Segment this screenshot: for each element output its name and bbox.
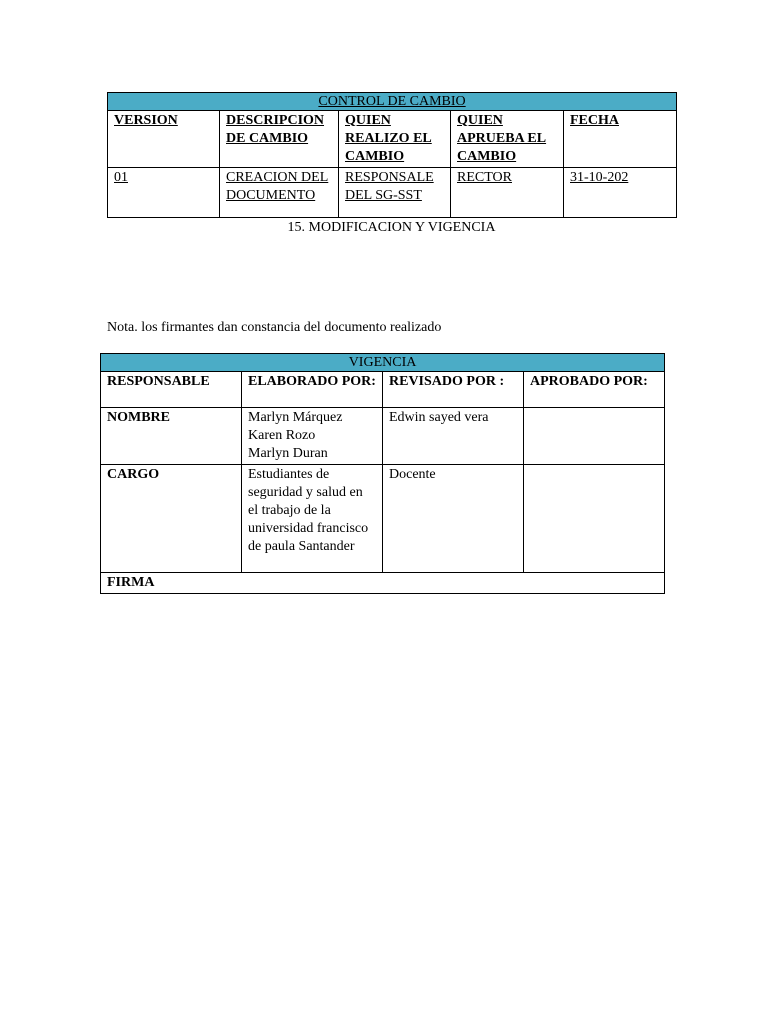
header-responsable: RESPONSABLE: [101, 372, 242, 408]
row-label-firma: FIRMA: [101, 573, 665, 594]
header-aprobado: APROBADO POR:: [524, 372, 665, 408]
elaborado-name-3: Marlyn Duran: [248, 446, 328, 461]
elaborado-name-1: Marlyn Márquez: [248, 410, 343, 425]
cell-cargo-revisado: Docente: [383, 465, 524, 573]
cell-version: 01: [108, 168, 220, 218]
cell-cargo-aprobado: [524, 465, 665, 573]
vigencia-title: VIGENCIA: [101, 354, 665, 372]
header-version: VERSION: [108, 111, 220, 168]
header-quien-aprueba: QUIEN APRUEBA EL CAMBIO: [451, 111, 564, 168]
cell-nombre-aprobado: [524, 408, 665, 465]
signers-note: Nota. los firmantes dan constancia del documento realizado: [107, 320, 442, 335]
header-fecha: FECHA: [564, 111, 677, 168]
change-control-table: [107, 92, 677, 218]
row-label-nombre: NOMBRE: [101, 408, 242, 465]
elaborado-name-2: Karen Rozo: [248, 428, 316, 443]
cell-cargo-elaborado: Estudiantes de seguridad y salud en el trabajo de la universidad francisco de paula Santander: [242, 465, 383, 573]
cell-nombre-elaborado: [242, 408, 383, 465]
cell-quien-realizo: RESPONSALE DEL SG-SST: [339, 168, 451, 218]
header-revisado: REVISADO POR :: [383, 372, 524, 408]
cell-quien-aprueba: RECTOR: [451, 168, 564, 218]
vigencia-table: [100, 353, 665, 594]
cell-nombre-revisado: Edwin sayed vera: [383, 408, 524, 465]
row-label-cargo: CARGO: [101, 465, 242, 573]
header-elaborado: ELABORADO POR:: [242, 372, 383, 408]
header-descripcion: DESCRIPCION DE CAMBIO: [220, 111, 339, 168]
section-caption: 15. MODIFICACION Y VIGENCIA: [287, 220, 496, 235]
header-quien-realizo: QUIEN REALIZO EL CAMBIO: [339, 111, 451, 168]
cell-descripcion: CREACION DEL DOCUMENTO: [220, 168, 339, 218]
change-control-title: CONTROL DE CAMBIO: [108, 93, 677, 111]
cell-fecha: 31-10-202: [564, 168, 677, 218]
